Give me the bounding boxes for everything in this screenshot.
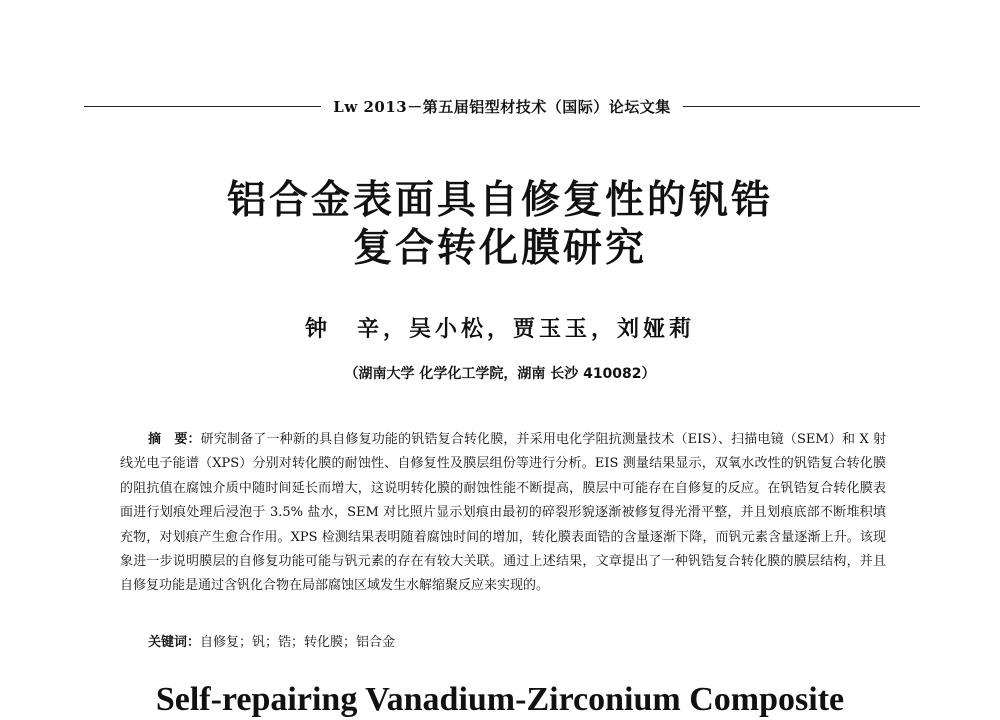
keywords-text: 自修复；钒；锆；转化膜；铝合金 — [200, 635, 396, 650]
abstract-text: 研究制备了一种新的具自修复功能的钒锆复合转化膜，并采用电化学阻抗测量技术（EIS）、扫描电镜（SEM）和 X 射线光电子能谱（XPS）分别对转化膜的耐蚀性、自修复性及膜层组份等进行分析。EIS 测量结果显示，双氧水改性的钒锆复合转化膜的阻抗值在腐蚀介质中随时间延长而增大，这说明转化膜的耐蚀性能不断提高，膜层中可能存在自修复的反应。在钒锆复合转化膜表面进行划痕处理后浸泡于 3.5% 盐水，SEM 对比照片显示划痕由最初的碎裂形貌逐渐被修复得光滑平整，并且划痕底部不断堆积填充物，对划痕产生愈合作用。XPS 检测结果表明随着腐蚀时间的增加，转化膜表面锆的含量逐渐下降，而钒元素含量逐渐上升。该现象进一步说明膜层的自修复功能可能与钒元素的存在有较大关联。通过上述结果，文章提出了一种钒锆复合转化膜的膜层结构，并且自修复功能是通过含钒化合物在局部腐蚀区域发生水解缩聚反应来实现的。 — [120, 432, 886, 594]
authors: 钟 辛，吴小松，贾玉玉，刘娅莉 — [304, 316, 695, 342]
keywords — [148, 632, 395, 654]
paper-title-line2: 复合转化膜研究 — [352, 225, 647, 271]
header-rule-left — [84, 106, 321, 107]
abstract-label: 摘 要： — [148, 432, 201, 447]
header-rule-right — [683, 106, 920, 107]
english-title: Self-repairing Vanadium-Zirconium Composite — [155, 681, 845, 718]
running-title: Lw 2013－第五届铝型材技术（国际）论坛文集 — [333, 97, 671, 116]
abstract — [120, 428, 886, 599]
running-header — [84, 94, 920, 118]
paper-title-line1: 铝合金表面具自修复性的钒锆 — [226, 177, 773, 223]
keywords-label: 关键词： — [148, 635, 201, 650]
affiliation: （湖南大学 化学化工学院，湖南 长沙 410082） — [344, 366, 656, 382]
